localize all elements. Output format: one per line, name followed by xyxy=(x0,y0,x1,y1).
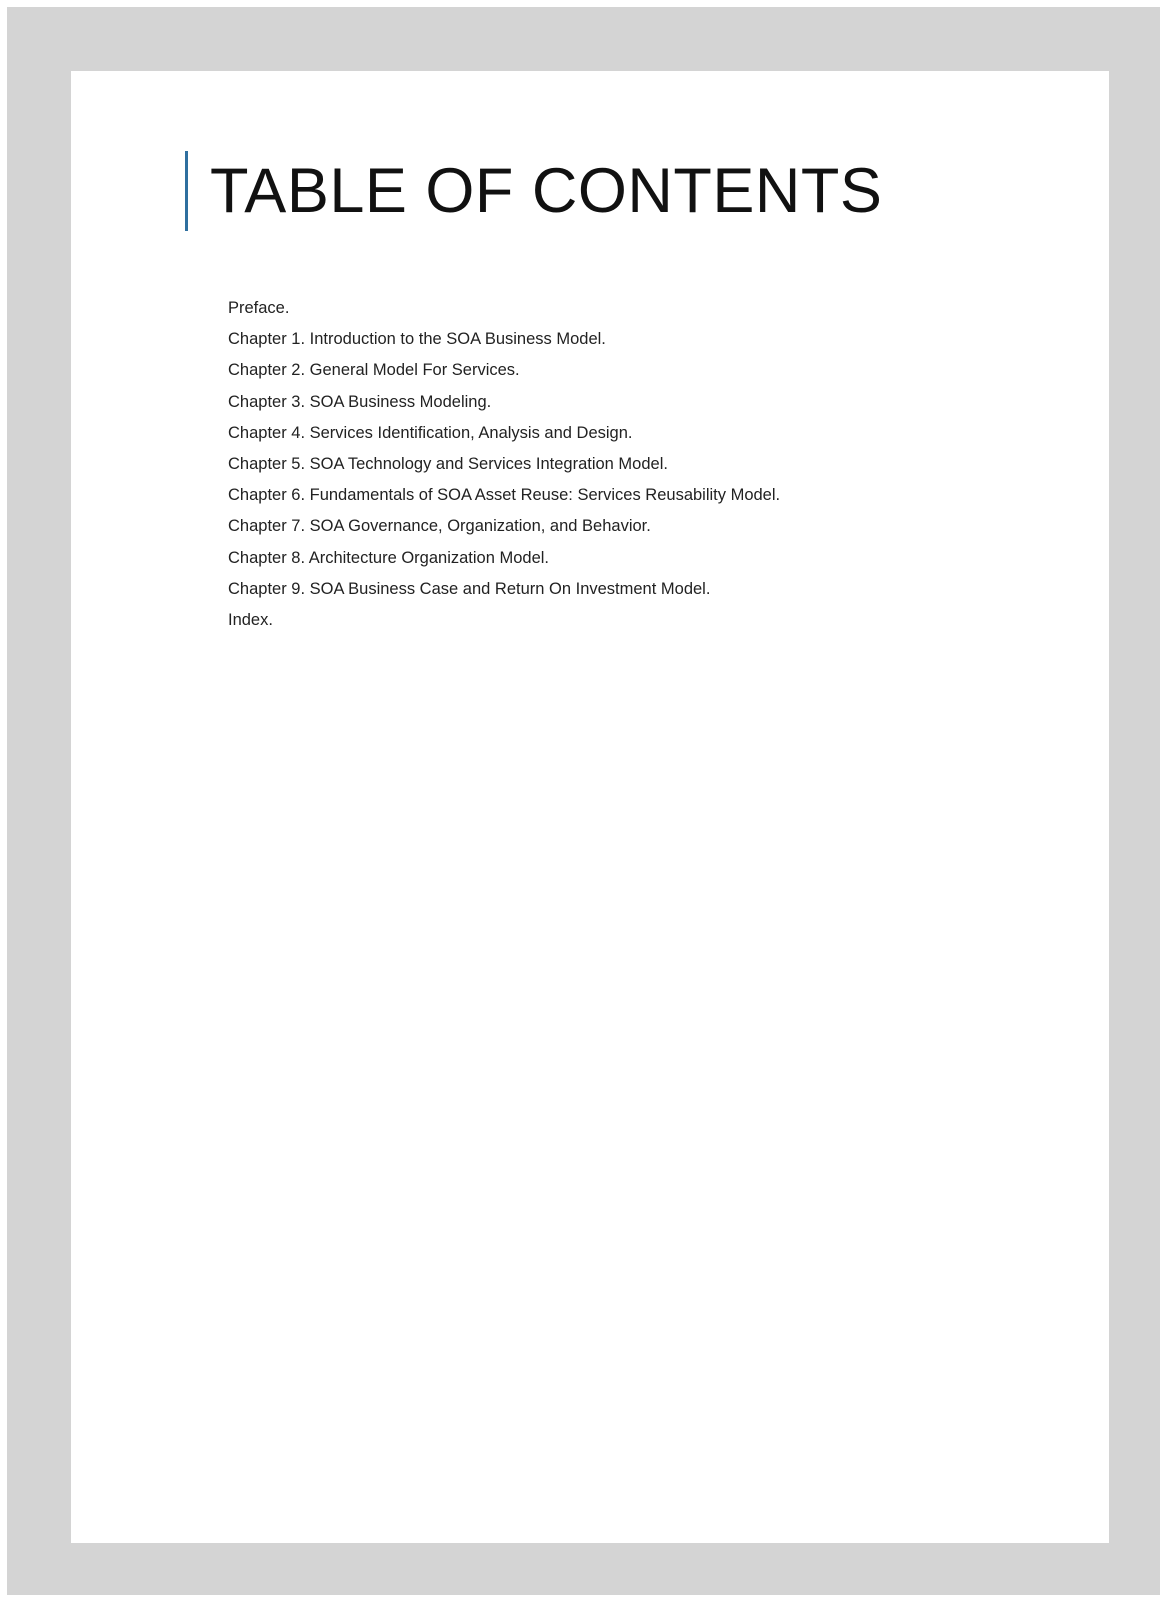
toc-entry-chapter-8[interactable]: Chapter 8. Architecture Organization Model. xyxy=(228,548,550,567)
toc-entry-chapter-7[interactable]: Chapter 7. SOA Governance, Organization, and Behavior. xyxy=(228,517,651,536)
toc-entry-chapter-5[interactable]: Chapter 5. SOA Technology and Services Integration Model. xyxy=(228,454,668,473)
page-title: TABLE OF CONTENTS xyxy=(210,155,883,226)
toc-entry-chapter-3[interactable]: Chapter 3. SOA Business Modeling. xyxy=(228,392,492,411)
toc-entry-index[interactable]: Index. xyxy=(228,610,273,629)
title-block xyxy=(185,151,882,231)
toc-entry-chapter-4[interactable]: Chapter 4. Services Identification, Analysis and Design. xyxy=(228,423,633,442)
document-page xyxy=(71,71,1109,1543)
toc-entry-chapter-2[interactable]: Chapter 2. General Model For Services. xyxy=(228,361,520,380)
toc-entry-preface[interactable]: Preface. xyxy=(228,299,290,317)
toc-list xyxy=(228,293,780,636)
title-accent-bar xyxy=(185,151,188,231)
page-background xyxy=(7,7,1160,1595)
toc-entry-chapter-6[interactable]: Chapter 6. Fundamentals of SOA Asset Reuse: Services Reusability Model. xyxy=(228,486,781,505)
toc-entry-chapter-9[interactable]: Chapter 9. SOA Business Case and Return On Investment Model. xyxy=(228,579,711,598)
toc-entry-chapter-1[interactable]: Chapter 1. Introduction to the SOA Business Model. xyxy=(228,330,606,349)
